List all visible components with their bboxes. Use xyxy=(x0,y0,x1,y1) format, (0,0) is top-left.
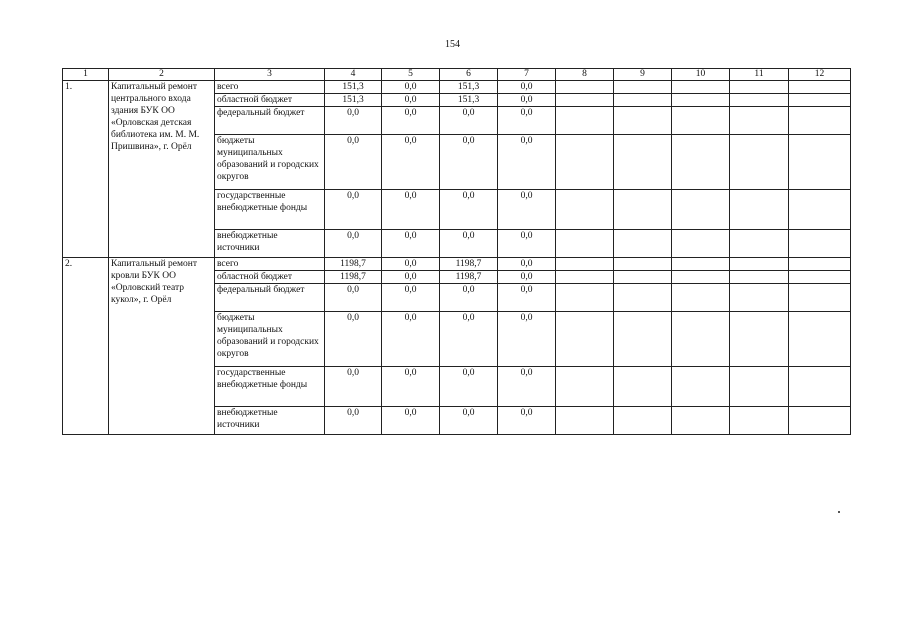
empty-cell xyxy=(672,135,730,190)
empty-cell xyxy=(614,312,672,367)
amount-cell: 1198,7 xyxy=(325,271,382,284)
empty-cell xyxy=(556,94,614,107)
empty-cell xyxy=(789,107,851,135)
empty-cell xyxy=(789,258,851,271)
amount-cell: 0,0 xyxy=(498,367,556,407)
table-row xyxy=(63,258,851,271)
empty-cell xyxy=(556,230,614,258)
amount-cell: 151,3 xyxy=(325,81,382,94)
empty-cell xyxy=(730,81,789,94)
page-number: 154 xyxy=(445,39,460,50)
empty-cell xyxy=(556,190,614,230)
amount-cell: 0,0 xyxy=(382,258,440,271)
empty-cell xyxy=(730,190,789,230)
amount-cell: 0,0 xyxy=(498,135,556,190)
empty-cell xyxy=(556,107,614,135)
empty-cell xyxy=(730,94,789,107)
amount-cell: 0,0 xyxy=(498,407,556,435)
header-cell: 10 xyxy=(672,69,730,81)
header-cell: 6 xyxy=(440,69,498,81)
funding-source: областной бюджет xyxy=(215,94,325,107)
empty-cell xyxy=(672,230,730,258)
empty-cell xyxy=(672,190,730,230)
empty-cell xyxy=(614,284,672,312)
empty-cell xyxy=(672,81,730,94)
table-row xyxy=(63,81,851,94)
empty-cell xyxy=(614,107,672,135)
empty-cell xyxy=(789,312,851,367)
empty-cell xyxy=(789,135,851,190)
funding-source: государственные внебюджетные фонды xyxy=(215,190,325,230)
header-cell: 8 xyxy=(556,69,614,81)
amount-cell: 151,3 xyxy=(440,94,498,107)
amount-cell: 0,0 xyxy=(440,407,498,435)
amount-cell: 0,0 xyxy=(382,312,440,367)
empty-cell xyxy=(730,312,789,367)
amount-cell: 0,0 xyxy=(382,230,440,258)
empty-cell xyxy=(789,230,851,258)
header-cell: 9 xyxy=(614,69,672,81)
amount-cell: 0,0 xyxy=(440,230,498,258)
amount-cell: 0,0 xyxy=(325,407,382,435)
funding-source: бюджеты муниципальных образований и городских округов xyxy=(215,135,325,190)
amount-cell: 0,0 xyxy=(498,190,556,230)
amount-cell: 0,0 xyxy=(382,107,440,135)
amount-cell: 151,3 xyxy=(325,94,382,107)
amount-cell: 0,0 xyxy=(498,312,556,367)
header-row xyxy=(63,69,851,81)
empty-cell xyxy=(789,190,851,230)
funding-source: бюджеты муниципальных образований и городских округов xyxy=(215,312,325,367)
empty-cell xyxy=(556,407,614,435)
scan-speck xyxy=(838,511,840,513)
header-cell: 5 xyxy=(382,69,440,81)
amount-cell: 1198,7 xyxy=(325,258,382,271)
amount-cell: 0,0 xyxy=(325,284,382,312)
amount-cell: 0,0 xyxy=(440,367,498,407)
empty-cell xyxy=(556,135,614,190)
amount-cell: 0,0 xyxy=(325,312,382,367)
amount-cell: 0,0 xyxy=(498,271,556,284)
empty-cell xyxy=(672,407,730,435)
amount-cell: 0,0 xyxy=(325,367,382,407)
empty-cell xyxy=(730,367,789,407)
item-number: 2. xyxy=(63,258,109,435)
amount-cell: 1198,7 xyxy=(440,258,498,271)
amount-cell: 0,0 xyxy=(325,107,382,135)
item-name: Капитальный ремонт кровли БУК ОО «Орловский театр кукол», г. Орёл xyxy=(109,258,215,435)
funding-source: внебюджетные источники xyxy=(215,407,325,435)
amount-cell: 0,0 xyxy=(382,81,440,94)
empty-cell xyxy=(789,94,851,107)
amount-cell: 1198,7 xyxy=(440,271,498,284)
empty-cell xyxy=(730,230,789,258)
empty-cell xyxy=(614,94,672,107)
empty-cell xyxy=(789,407,851,435)
amount-cell: 0,0 xyxy=(382,284,440,312)
funding-source: всего xyxy=(215,81,325,94)
funding-source: федеральный бюджет xyxy=(215,107,325,135)
empty-cell xyxy=(614,230,672,258)
amount-cell: 0,0 xyxy=(498,107,556,135)
empty-cell xyxy=(556,271,614,284)
amount-cell: 0,0 xyxy=(498,81,556,94)
amount-cell: 0,0 xyxy=(440,312,498,367)
amount-cell: 0,0 xyxy=(440,190,498,230)
funding-source: федеральный бюджет xyxy=(215,284,325,312)
empty-cell xyxy=(614,367,672,407)
empty-cell xyxy=(672,258,730,271)
empty-cell xyxy=(614,258,672,271)
empty-cell xyxy=(614,135,672,190)
empty-cell xyxy=(672,107,730,135)
empty-cell xyxy=(730,258,789,271)
header-cell: 4 xyxy=(325,69,382,81)
empty-cell xyxy=(614,190,672,230)
item-name: Капитальный ремонт центрального входа здания БУК ОО «Орловская детская библиотека им. М. М. Пришвина», г. Орёл xyxy=(109,81,215,258)
amount-cell: 0,0 xyxy=(382,407,440,435)
amount-cell: 0,0 xyxy=(382,190,440,230)
empty-cell xyxy=(672,271,730,284)
amount-cell: 0,0 xyxy=(440,107,498,135)
empty-cell xyxy=(730,407,789,435)
empty-cell xyxy=(614,271,672,284)
header-cell: 12 xyxy=(789,69,851,81)
amount-cell: 0,0 xyxy=(498,94,556,107)
empty-cell xyxy=(672,94,730,107)
item-number: 1. xyxy=(63,81,109,258)
header-cell: 2 xyxy=(109,69,215,81)
empty-cell xyxy=(730,284,789,312)
empty-cell xyxy=(789,284,851,312)
amount-cell: 0,0 xyxy=(325,230,382,258)
funding-source: внебюджетные источники xyxy=(215,230,325,258)
amount-cell: 0,0 xyxy=(325,190,382,230)
header-cell: 1 xyxy=(63,69,109,81)
empty-cell xyxy=(730,107,789,135)
empty-cell xyxy=(614,81,672,94)
amount-cell: 0,0 xyxy=(382,271,440,284)
amount-cell: 0,0 xyxy=(382,367,440,407)
empty-cell xyxy=(789,271,851,284)
amount-cell: 0,0 xyxy=(498,230,556,258)
header-cell: 7 xyxy=(498,69,556,81)
empty-cell xyxy=(556,258,614,271)
amount-cell: 0,0 xyxy=(440,284,498,312)
empty-cell xyxy=(672,312,730,367)
amount-cell: 0,0 xyxy=(325,135,382,190)
funding-source: государственные внебюджетные фонды xyxy=(215,367,325,407)
funding-source: всего xyxy=(215,258,325,271)
amount-cell: 0,0 xyxy=(498,284,556,312)
amount-cell: 0,0 xyxy=(498,258,556,271)
empty-cell xyxy=(556,367,614,407)
amount-cell: 151,3 xyxy=(440,81,498,94)
funding-source: областной бюджет xyxy=(215,271,325,284)
header-cell: 11 xyxy=(730,69,789,81)
empty-cell xyxy=(556,284,614,312)
amount-cell: 0,0 xyxy=(382,94,440,107)
empty-cell xyxy=(730,135,789,190)
budget-table xyxy=(62,68,851,435)
amount-cell: 0,0 xyxy=(382,135,440,190)
empty-cell xyxy=(614,407,672,435)
empty-cell xyxy=(789,81,851,94)
empty-cell xyxy=(789,367,851,407)
amount-cell: 0,0 xyxy=(440,135,498,190)
header-cell: 3 xyxy=(215,69,325,81)
empty-cell xyxy=(730,271,789,284)
empty-cell xyxy=(672,367,730,407)
empty-cell xyxy=(556,312,614,367)
empty-cell xyxy=(672,284,730,312)
empty-cell xyxy=(556,81,614,94)
